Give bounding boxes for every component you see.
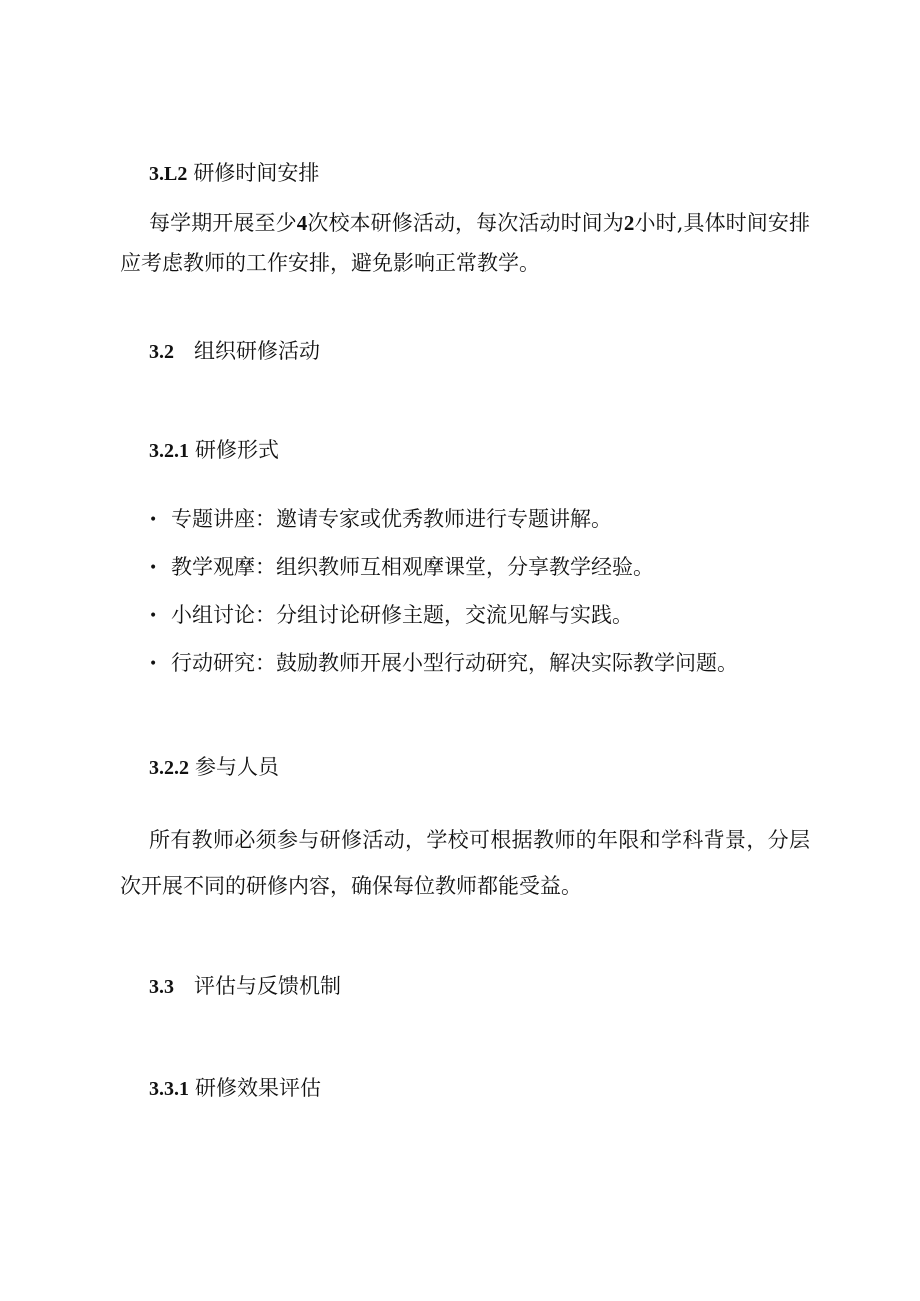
heading-title: 组织研修活动 bbox=[194, 339, 320, 363]
bullet-icon: • bbox=[149, 608, 158, 624]
paragraph-text: 每学期开展至少 bbox=[149, 211, 297, 235]
heading-3-1-2 bbox=[149, 159, 319, 188]
paragraph-text: 次校本研修活动，每次活动时间为 bbox=[307, 211, 624, 235]
paragraph-schedule bbox=[120, 203, 810, 283]
heading-number: 3.2.2 bbox=[149, 757, 189, 779]
heading-3-2-2 bbox=[149, 753, 279, 782]
list-item-text: 小组讨论：分组讨论研修主题，交流见解与实践。 bbox=[171, 603, 633, 627]
heading-number: 3.2 bbox=[149, 341, 174, 363]
list-item bbox=[149, 505, 738, 553]
list-item bbox=[149, 649, 738, 697]
bullet-icon: • bbox=[149, 560, 158, 576]
heading-number: 3.3 bbox=[149, 976, 174, 998]
list-item bbox=[149, 601, 738, 649]
heading-number: 3.L2 bbox=[149, 163, 188, 185]
list-item bbox=[149, 553, 738, 601]
paragraph-text: 小时,具体时间安排应考虑教师的工作安排，避免影响正常教学。 bbox=[120, 211, 810, 275]
heading-3-2-1 bbox=[149, 436, 279, 465]
paragraph-number: 4 bbox=[296, 211, 308, 235]
research-forms-list bbox=[149, 505, 738, 697]
heading-title: 研修时间安排 bbox=[193, 161, 320, 185]
bullet-icon: • bbox=[149, 512, 158, 528]
heading-number: 3.2.1 bbox=[149, 440, 189, 462]
list-item-text: 专题讲座：邀请专家或优秀教师进行专题讲解。 bbox=[171, 507, 612, 531]
bullet-icon: • bbox=[149, 656, 158, 672]
heading-3-3-1 bbox=[149, 1074, 321, 1103]
heading-number: 3.3.1 bbox=[149, 1078, 189, 1100]
list-item-text: 行动研究：鼓励教师开展小型行动研究，解决实际教学问题。 bbox=[171, 651, 738, 675]
heading-title: 研修效果评估 bbox=[195, 1076, 321, 1100]
paragraph-participants: 所有教师必须参与研修活动，学校可根据教师的年限和学科背景，分层次开展不同的研修内容，确保每位教师都能受益。 bbox=[120, 828, 810, 898]
heading-title: 参与人员 bbox=[195, 755, 279, 779]
heading-3-2 bbox=[149, 337, 320, 366]
heading-title: 研修形式 bbox=[195, 438, 279, 462]
heading-title: 评估与反馈机制 bbox=[194, 974, 341, 998]
list-item-text: 教学观摩：组织教师互相观摩课堂，分享教学经验。 bbox=[171, 555, 654, 579]
paragraph-number: 2 bbox=[623, 211, 635, 235]
heading-3-3 bbox=[149, 972, 341, 1001]
